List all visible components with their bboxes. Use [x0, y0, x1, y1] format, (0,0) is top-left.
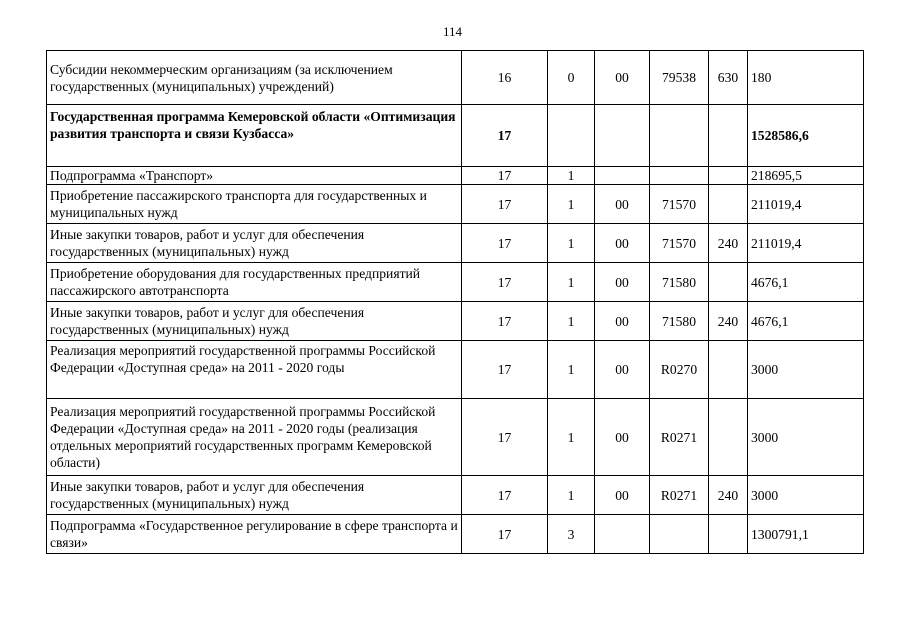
row-code-1: 17: [462, 476, 548, 515]
row-amount: 1528586,6: [748, 105, 864, 167]
table-row: [47, 185, 864, 224]
row-code-3: 00: [595, 476, 650, 515]
row-code-3: 00: [595, 341, 650, 399]
table-row: [47, 224, 864, 263]
row-code-3: [595, 105, 650, 167]
budget-table: [46, 50, 864, 554]
table-row: [47, 341, 864, 399]
row-code-4: 71580: [650, 302, 709, 341]
row-name: Реализация мероприятий государственной программы Российской Федерации «Доступная среда» на 2011 - 2020 годы (реализация отдельных мероприятий государственных программ Кемеровской области): [47, 399, 462, 476]
row-amount: 4676,1: [748, 302, 864, 341]
row-code-4: [650, 105, 709, 167]
row-code-2: 0: [548, 51, 595, 105]
row-code-5: 240: [709, 302, 748, 341]
row-code-1: 16: [462, 51, 548, 105]
row-code-4: R0271: [650, 476, 709, 515]
row-code-2: 1: [548, 341, 595, 399]
row-name: Иные закупки товаров, работ и услуг для обеспечения государственных (муниципальных) нужд: [47, 302, 462, 341]
row-amount: 3000: [748, 341, 864, 399]
row-code-5: [709, 263, 748, 302]
row-code-1: 17: [462, 185, 548, 224]
row-code-2: 1: [548, 185, 595, 224]
row-amount: 3000: [748, 399, 864, 476]
row-amount: 218695,5: [748, 167, 864, 185]
row-code-5: [709, 341, 748, 399]
row-name: Иные закупки товаров, работ и услуг для обеспечения государственных (муниципальных) нужд: [47, 476, 462, 515]
row-code-4: R0271: [650, 399, 709, 476]
row-code-4: 71580: [650, 263, 709, 302]
table-row: [47, 167, 864, 185]
row-code-3: 00: [595, 302, 650, 341]
row-code-1: 17: [462, 302, 548, 341]
row-code-2: 1: [548, 263, 595, 302]
row-name: Подпрограмма «Транспорт»: [47, 167, 462, 185]
row-name: Субсидии некоммерческим организациям (за исключением государственных (муниципальных) учреждений): [47, 51, 462, 105]
row-code-2: 1: [548, 224, 595, 263]
row-name: Приобретение пассажирского транспорта для государственных и муниципальных нужд: [47, 185, 462, 224]
row-amount: 211019,4: [748, 185, 864, 224]
table-row: [47, 105, 864, 167]
row-code-5: 240: [709, 476, 748, 515]
row-amount: 3000: [748, 476, 864, 515]
row-code-4: 79538: [650, 51, 709, 105]
row-code-1: 17: [462, 263, 548, 302]
row-code-3: [595, 515, 650, 554]
row-code-2: 1: [548, 476, 595, 515]
row-amount: 180: [748, 51, 864, 105]
row-amount: 1300791,1: [748, 515, 864, 554]
row-code-2: [548, 105, 595, 167]
row-code-3: 00: [595, 399, 650, 476]
row-code-3: 00: [595, 185, 650, 224]
row-code-5: [709, 185, 748, 224]
row-code-4: R0270: [650, 341, 709, 399]
table-row: [47, 515, 864, 554]
row-name: Иные закупки товаров, работ и услуг для обеспечения государственных (муниципальных) нужд: [47, 224, 462, 263]
row-name: Подпрограмма «Государственное регулирование в сфере транспорта и связи»: [47, 515, 462, 554]
row-code-3: 00: [595, 224, 650, 263]
row-code-1: 17: [462, 399, 548, 476]
table-row: [47, 51, 864, 105]
row-code-3: 00: [595, 51, 650, 105]
row-amount: 4676,1: [748, 263, 864, 302]
row-code-4: [650, 515, 709, 554]
row-code-2: 1: [548, 302, 595, 341]
row-code-5: 240: [709, 224, 748, 263]
table-row: [47, 476, 864, 515]
row-code-5: 630: [709, 51, 748, 105]
table-row: [47, 302, 864, 341]
row-code-3: 00: [595, 263, 650, 302]
row-code-2: 3: [548, 515, 595, 554]
row-code-3: [595, 167, 650, 185]
row-name: Государственная программа Кемеровской области «Оптимизация развития транспорта и связи Кузбасса»: [47, 105, 462, 167]
row-code-2: 1: [548, 399, 595, 476]
row-code-1: 17: [462, 105, 548, 167]
table-row: [47, 399, 864, 476]
row-code-5: [709, 105, 748, 167]
row-amount: 211019,4: [748, 224, 864, 263]
row-code-4: [650, 167, 709, 185]
row-code-1: 17: [462, 341, 548, 399]
row-name: Приобретение оборудования для государственных предприятий пассажирского автотранспорта: [47, 263, 462, 302]
row-code-2: 1: [548, 167, 595, 185]
row-code-1: 17: [462, 515, 548, 554]
row-code-1: 17: [462, 224, 548, 263]
row-code-4: 71570: [650, 224, 709, 263]
row-code-5: [709, 167, 748, 185]
table-row: [47, 263, 864, 302]
row-code-4: 71570: [650, 185, 709, 224]
row-name: Реализация мероприятий государственной программы Российской Федерации «Доступная среда» на 2011 - 2020 годы: [47, 341, 462, 399]
row-code-5: [709, 399, 748, 476]
row-code-1: 17: [462, 167, 548, 185]
row-code-5: [709, 515, 748, 554]
page-number: 114: [442, 24, 463, 39]
